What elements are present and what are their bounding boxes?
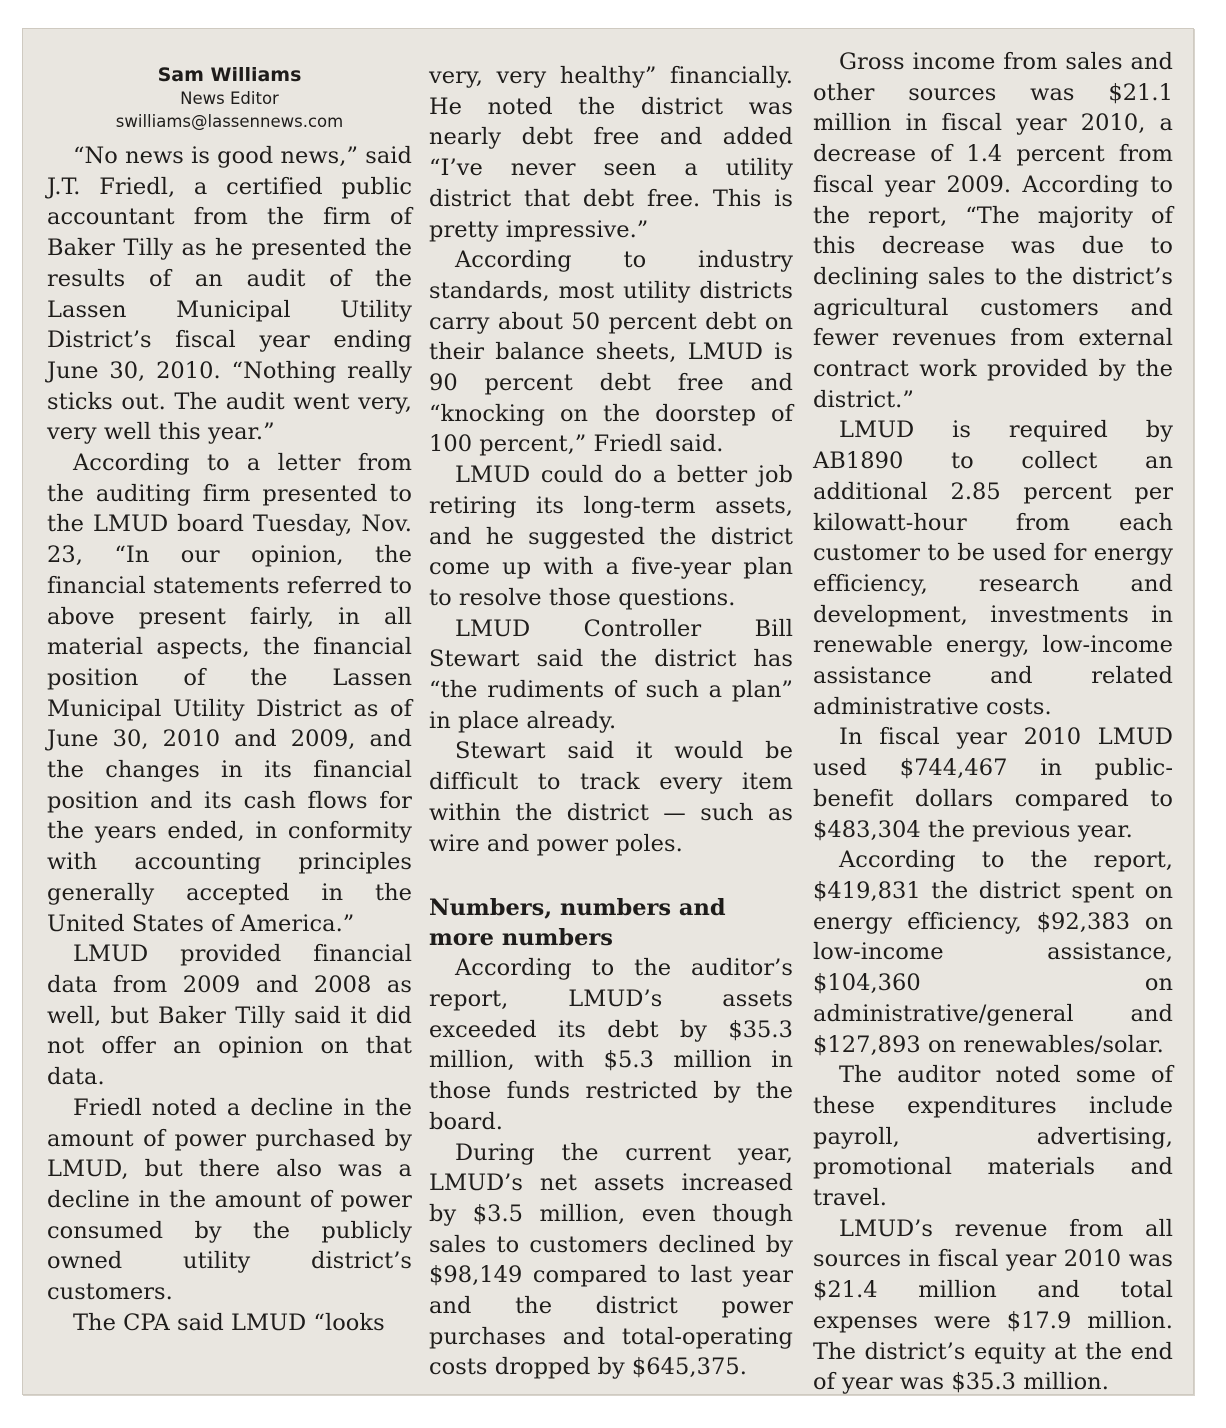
article-paragraph: According to industry standards, most utility districts carry about 50 percent debt on their balance sheets, LMUD is 90 percent debt free and “knocking on the doorstep of 100 percent,” Friedl said.	[429, 247, 793, 458]
article-column-2	[429, 61, 793, 1383]
article-paragraph: Gross income from sales and other sources was $21.1 million in fiscal year 2010, a decrease of 1.4 percent from fiscal year 2009. According to the report, “The majority of this decrease was due to declining sales to the district’s agricultural customers and fewer revenues from external contract work provided by the district.”	[813, 49, 1173, 413]
article-paragraph: In fiscal year 2010 LMUD used $744,467 in public-benefit dollars compared to $483,304 the previous year.	[813, 724, 1173, 843]
article-paragraph: Friedl noted a decline in the amount of power purchased by LMUD, but there also was a decline in the amount of power consumed by the publicly owned utility district’s customers.	[47, 1094, 412, 1306]
article-paragraph: According to the report, $419,831 the district spent on energy efficiency, $92,383 on low-income assistance, $104,360 on administrative/general and $127,893 on renewables/solar.	[813, 847, 1173, 1058]
section-subhead: Numbers, numbers and more numbers	[429, 895, 726, 952]
article-paragraph: LMUD is required by AB1890 to collect an additional 2.85 percent per kilowatt-hour from each customer to be used for energy efficiency, research and development, investments in renewable energy, low-income assistance and related administrative costs.	[813, 417, 1173, 720]
author-email: swilliams@lassennews.com	[115, 112, 344, 131]
article-paragraph: LMUD Controller Bill Stewart said the district has “the rudiments of such a plan” in place already.	[429, 615, 793, 734]
newspaper-clipping	[22, 28, 1194, 1395]
article-paragraph: According to the auditor’s report, LMUD’s assets exceeded its debt by $35.3 million, with $5.3 million in those funds restricted by the board.	[429, 955, 793, 1135]
author-name: Sam Williams	[157, 64, 302, 86]
article-column-3	[813, 47, 1173, 1398]
article-paragraph: Stewart said it would be difficult to track every item within the district — such as wire and power poles.	[429, 738, 793, 857]
article-paragraph: LMUD provided financial data from 2009 and 2008 as well, but Baker Tilly said it did not offer an opinion on that data.	[47, 941, 412, 1091]
byline	[47, 29, 412, 133]
article-paragraph: The CPA said LMUD “looks	[73, 1309, 385, 1336]
article-paragraph: The auditor noted some of these expenditures include payroll, advertising, promotional materials and travel.	[813, 1062, 1173, 1212]
article-paragraph: very, very healthy” financially. He noted the district was nearly debt free and added “I’ve never seen a utility district that debt free. This is pretty impressive.”	[429, 63, 793, 243]
article-paragraph: LMUD’s revenue from all sources in fiscal year 2010 was $21.4 million and total expenses were $17.9 million. The district’s equity at the end of year was $35.3 million.	[813, 1215, 1173, 1396]
author-title: News Editor	[180, 89, 279, 108]
article-paragraph: During the current year, LMUD’s net assets increased by $3.5 million, even though sales to customers declined by $98,149 compared to last year and the district power purchases and total-operating costs dropped by $645,375.	[429, 1139, 793, 1381]
article-paragraph: “No news is good news,” said J.T. Friedl, a certified public accountant from the firm of Baker Tilly as he presented the results of an audit of the Lassen Municipal Utility District’s fiscal year ending June 30, 2010. “Nothing really sticks out. The audit went very, very well this year.”	[47, 143, 412, 446]
article-paragraph: LMUD could do a better job retiring its long-term assets, and he suggested the district come up with a five-year plan to resolve those questions.	[429, 462, 793, 611]
article-paragraph: According to a letter from the auditing firm presented to the LMUD board Tuesday, Nov. 23, “In our opinion, the financial statements referred to above present fairly, in all material aspects, the financial position of the Lassen Municipal Utility District as of June 30, 2010 and 2009, and the changes in its financial position and its cash flows for the years ended, in conformity with accounting principles generally accepted in the United States of America.”	[47, 450, 413, 937]
article-column-1	[47, 29, 412, 1338]
